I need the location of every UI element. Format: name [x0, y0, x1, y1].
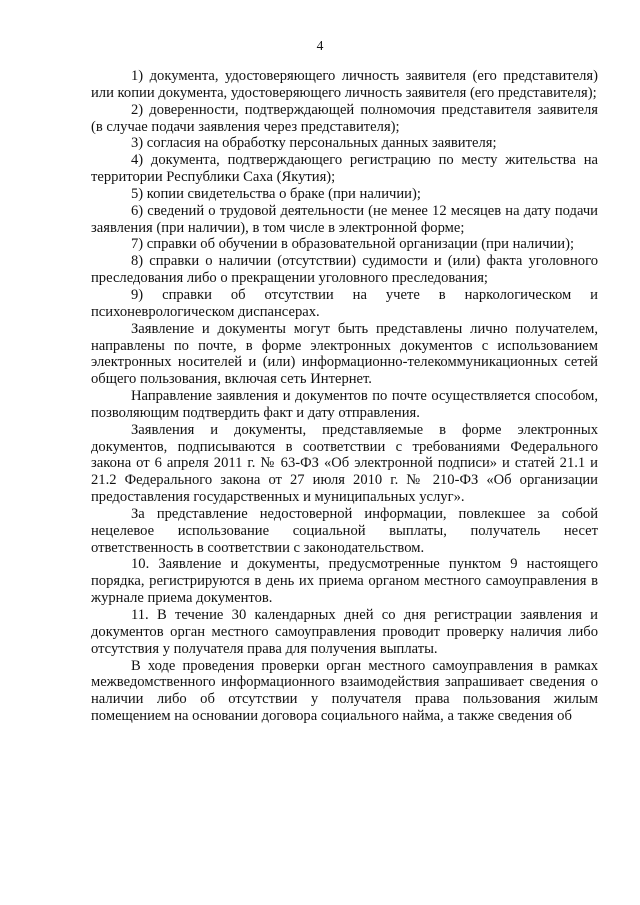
paragraph: 3) согласия на обработку персональных данных заявителя; — [131, 135, 497, 152]
paragraph: Направление заявления и документов по почте осуществляется способом, позволяющим подтвердить факт и дату отправления. — [91, 388, 598, 421]
paragraph: 11. В течение 30 календарных дней со дня регистрации заявления и документов орган местного самоуправления проводит проверку наличия либо отсутствия у получателя права для получения выплаты. — [91, 607, 598, 657]
paragraph: 8) справки о наличии (отсутствии) судимости и (или) факта уголовного преследования либо о прекращении уголовного преследования; — [91, 253, 598, 287]
paragraph: 1) документа, удостоверяющего личность заявителя (его представителя) или копии документа, удостоверяющего личность заявителя (его представителя); — [91, 68, 598, 101]
paragraph: Заявление и документы могут быть представлены лично получателем, направлены по почте, в форме электронных документов с использованием электронных носителей и (или) информационно-телекоммуникационных сетей общего пользования, включая сеть Интернет. — [91, 320, 598, 388]
paragraph: 9) справки об отсутствии на учете в наркологическом и психоневрологическом диспансерах. — [91, 286, 598, 320]
paragraph: 4) документа, подтверждающего регистрацию по месту жительства на территории Республики Саха (Якутия); — [91, 152, 598, 186]
paragraph: В ходе проведения проверки орган местного самоуправления в рамках межведомственного информационного взаимодействия запрашивает сведения о наличии либо об отсутствии у получателя права пользования жилым помещением на основании договора социального найма, а также сведения об — [91, 657, 598, 725]
paragraph: 2) доверенности, подтверждающей полномочия представителя заявителя (в случае подачи заявления через представителя); — [91, 101, 598, 135]
paragraph: За представление недостоверной информации, повлекшее за собой нецелевое использование социальной выплаты, получатель несет ответственность в соответствии с законодательством. — [91, 505, 598, 556]
page-number: 4 — [316, 38, 324, 53]
paragraph: 5) копии свидетельства о браке (при наличии); — [131, 185, 421, 202]
paragraph: 7) справки об обучении в образовательной организации (при наличии); — [131, 236, 575, 253]
paragraph: 10. Заявление и документы, предусмотренные пунктом 9 настоящего порядка, регистрируются в день их приема органом местного самоуправления в журнале приема документов. — [91, 556, 598, 607]
paragraph: 6) сведений о трудовой деятельности (не менее 12 месяцев на дату подачи заявления (при наличии), в том числе в электронной форме; — [91, 202, 598, 236]
paragraph: Заявления и документы, представляемые в форме электронных документов, подписываются в соответствии с требованиями Федерального закона от 6 апреля 2011 г. № 63-ФЗ «Об электронной подписи» и статей 21.1 и 21.2 Федерального закона от 27 июля 2010 г. № 210-ФЗ «Об организации предоставления государственных и муниципальных услуг». — [91, 421, 598, 506]
document-body — [91, 68, 598, 725]
